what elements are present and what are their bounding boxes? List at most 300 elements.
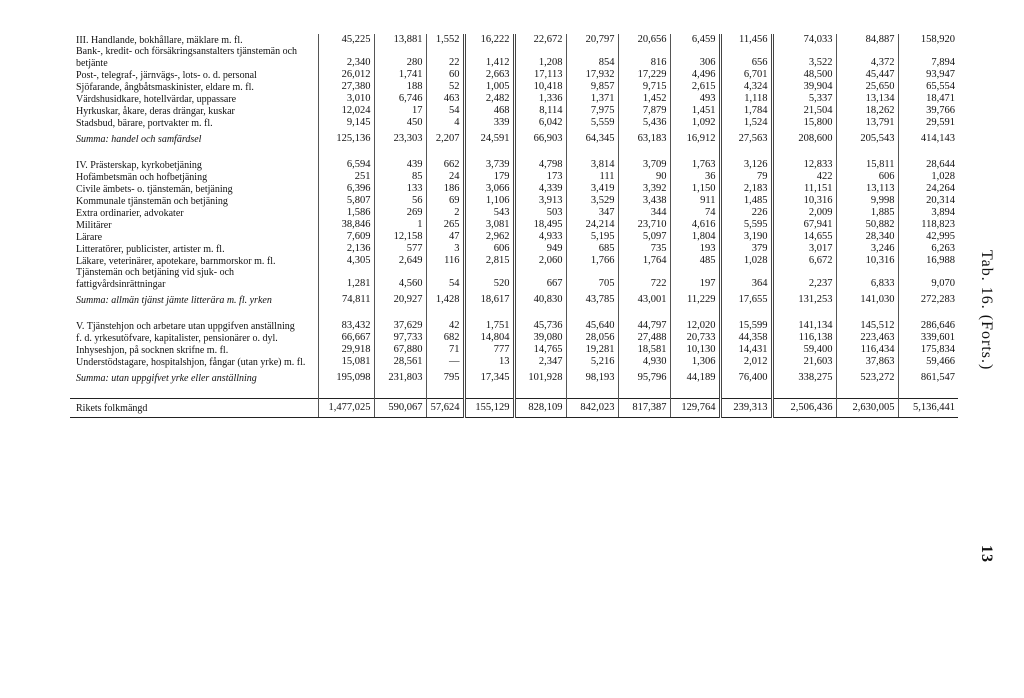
value-cell: 44,358 xyxy=(720,332,772,344)
value-cell: 40,830 xyxy=(514,290,566,310)
value-cell: 18,617 xyxy=(464,290,514,310)
value-cell: 43,001 xyxy=(618,290,670,310)
value-cell: 520 xyxy=(464,267,514,290)
value-cell: 503 xyxy=(514,207,566,219)
value-cell: 5,559 xyxy=(566,117,618,129)
value-cell: 6,263 xyxy=(898,243,958,255)
value-cell: 3,709 xyxy=(618,159,670,171)
value-cell: 22 xyxy=(426,46,464,69)
value-cell: 74,811 xyxy=(318,290,374,310)
value-cell: 439 xyxy=(374,159,426,171)
value-cell: 66,667 xyxy=(318,332,374,344)
value-cell: 14,431 xyxy=(720,344,772,356)
value-cell: 2 xyxy=(426,207,464,219)
value-cell: 158,920 xyxy=(898,34,958,46)
value-cell: 52 xyxy=(426,81,464,93)
value-cell: 39,080 xyxy=(514,332,566,344)
value-cell: 60 xyxy=(426,69,464,81)
value-cell: 76,400 xyxy=(720,368,772,388)
value-cell: 685 xyxy=(566,243,618,255)
value-cell: 1,452 xyxy=(618,93,670,105)
page-number: 13 xyxy=(978,545,995,563)
table-row xyxy=(70,356,958,368)
value-cell: 69 xyxy=(426,195,464,207)
value-cell: 667 xyxy=(514,267,566,290)
value-cell: 57,624 xyxy=(426,399,464,418)
value-cell: 3,913 xyxy=(514,195,566,207)
value-cell: 21,603 xyxy=(772,356,836,368)
statistics-table xyxy=(70,34,958,418)
value-cell: 2,506,436 xyxy=(772,399,836,418)
table-row xyxy=(70,332,958,344)
value-cell: 13,881 xyxy=(374,34,426,46)
value-cell: 5,136,441 xyxy=(898,399,958,418)
summary-row xyxy=(70,290,958,310)
value-cell: 6,701 xyxy=(720,69,772,81)
table-row xyxy=(70,171,958,183)
value-cell: 1,092 xyxy=(670,117,720,129)
row-label: Summa: handel och samfärdsel xyxy=(76,133,202,145)
value-cell: 2,136 xyxy=(318,243,374,255)
value-cell: 3,529 xyxy=(566,195,618,207)
value-cell: 5,216 xyxy=(566,356,618,368)
value-cell: 239,313 xyxy=(720,399,772,418)
value-cell: 24 xyxy=(426,171,464,183)
value-cell: 188 xyxy=(374,81,426,93)
table-row xyxy=(70,243,958,255)
value-cell: 4,616 xyxy=(670,219,720,231)
value-cell: 5,195 xyxy=(566,231,618,243)
value-cell: 4,324 xyxy=(720,81,772,93)
value-cell: 45,640 xyxy=(566,320,618,332)
value-cell: 1,524 xyxy=(720,117,772,129)
value-cell: 861,547 xyxy=(898,368,958,388)
value-cell: 828,109 xyxy=(514,399,566,418)
value-cell: 5,436 xyxy=(618,117,670,129)
value-cell: 1,741 xyxy=(374,69,426,81)
value-cell: 6,396 xyxy=(318,183,374,195)
value-cell: 48,500 xyxy=(772,69,836,81)
value-cell: 3,814 xyxy=(566,159,618,171)
value-cell: 20,733 xyxy=(670,332,720,344)
value-cell: 17,229 xyxy=(618,69,670,81)
value-cell: 2,207 xyxy=(426,129,464,149)
value-cell: 18,262 xyxy=(836,105,898,117)
table-row xyxy=(70,117,958,129)
value-cell: 39,766 xyxy=(898,105,958,117)
value-cell: 15,599 xyxy=(720,320,772,332)
table-row xyxy=(70,267,958,290)
value-cell: 39,904 xyxy=(772,81,836,93)
value-cell: 12,020 xyxy=(670,320,720,332)
value-cell: 7,894 xyxy=(898,46,958,69)
value-cell: 735 xyxy=(618,243,670,255)
value-cell: 155,129 xyxy=(464,399,514,418)
row-label: Understödstagare, hospitalshjon, fångar (utan yrke) m. fl. xyxy=(76,356,306,368)
value-cell: 3,010 xyxy=(318,93,374,105)
value-cell: 13,113 xyxy=(836,183,898,195)
side-caption: Tab. 16. (Forts.) xyxy=(978,250,995,371)
value-cell: 18,581 xyxy=(618,344,670,356)
value-cell: 3,419 xyxy=(566,183,618,195)
value-cell: 13,134 xyxy=(836,93,898,105)
value-cell: 9,998 xyxy=(836,195,898,207)
value-cell: 4,930 xyxy=(618,356,670,368)
value-cell: 5,097 xyxy=(618,231,670,243)
value-cell: 339,601 xyxy=(898,332,958,344)
value-cell: 3,066 xyxy=(464,183,514,195)
value-cell: 59,466 xyxy=(898,356,958,368)
table-row xyxy=(70,69,958,81)
value-cell: 54 xyxy=(426,267,464,290)
row-label: Inhyseshjon, på socknen skrifne m. fl. xyxy=(76,344,229,356)
value-cell: 11,456 xyxy=(720,34,772,46)
value-cell: 1,412 xyxy=(464,46,514,69)
value-cell: 28,644 xyxy=(898,159,958,171)
value-cell: 101,928 xyxy=(514,368,566,388)
value-cell: 3,894 xyxy=(898,207,958,219)
value-cell: 463 xyxy=(426,93,464,105)
value-cell: 3,126 xyxy=(720,159,772,171)
value-cell: 15,811 xyxy=(836,159,898,171)
value-cell: 1,885 xyxy=(836,207,898,219)
spacer-row xyxy=(70,388,958,399)
value-cell: 11,229 xyxy=(670,290,720,310)
value-cell: 949 xyxy=(514,243,566,255)
value-cell: 9,145 xyxy=(318,117,374,129)
value-cell: 347 xyxy=(566,207,618,219)
value-cell: 36 xyxy=(670,171,720,183)
value-cell: 468 xyxy=(464,105,514,117)
value-cell: 223,463 xyxy=(836,332,898,344)
value-cell: 24,264 xyxy=(898,183,958,195)
row-label: Militärer xyxy=(76,219,112,231)
value-cell: 1,428 xyxy=(426,290,464,310)
table-row xyxy=(70,93,958,105)
value-cell: 45,447 xyxy=(836,69,898,81)
row-label: Summa: allmän tjänst jämte litterära m. fl. yrken xyxy=(76,294,272,306)
value-cell: 10,316 xyxy=(836,255,898,267)
row-label: IV. Prästerskap, kyrkobetjäning xyxy=(76,159,202,171)
value-cell: 74,033 xyxy=(772,34,836,46)
value-cell: 2,237 xyxy=(772,267,836,290)
value-cell: 186 xyxy=(426,183,464,195)
value-cell: 656 xyxy=(720,46,772,69)
value-cell: 15,081 xyxy=(318,356,374,368)
value-cell: 3,081 xyxy=(464,219,514,231)
value-cell: 20,656 xyxy=(618,34,670,46)
row-label: Litteratörer, publicister, artister m. fl. xyxy=(76,243,225,255)
value-cell: 7,975 xyxy=(566,105,618,117)
value-cell: 339 xyxy=(464,117,514,129)
value-cell: 6,459 xyxy=(670,34,720,46)
value-cell: 85 xyxy=(374,171,426,183)
value-cell: 173 xyxy=(514,171,566,183)
value-cell: 226 xyxy=(720,207,772,219)
value-cell: 42,995 xyxy=(898,231,958,243)
value-cell: 14,765 xyxy=(514,344,566,356)
value-cell: 20,314 xyxy=(898,195,958,207)
value-cell: 44,797 xyxy=(618,320,670,332)
value-cell: 6,833 xyxy=(836,267,898,290)
value-cell: 9,857 xyxy=(566,81,618,93)
value-cell: 2,012 xyxy=(720,356,772,368)
value-cell: 414,143 xyxy=(898,129,958,149)
value-cell: 195,098 xyxy=(318,368,374,388)
value-cell: 1,028 xyxy=(720,255,772,267)
value-cell: 2,815 xyxy=(464,255,514,267)
value-cell: 64,345 xyxy=(566,129,618,149)
value-cell: 1,306 xyxy=(670,356,720,368)
spacer-row xyxy=(70,149,958,159)
row-label: Kommunale tjänstemän och betjäning xyxy=(76,195,228,207)
value-cell: 817,387 xyxy=(618,399,670,418)
value-cell: 379 xyxy=(720,243,772,255)
value-cell: 6,746 xyxy=(374,93,426,105)
value-cell: 523,272 xyxy=(836,368,898,388)
value-cell: 1,552 xyxy=(426,34,464,46)
value-cell: 280 xyxy=(374,46,426,69)
value-cell: 28,561 xyxy=(374,356,426,368)
row-label: Bank-, kredit- och försäkringsanstalters tjänstemän och betjänte xyxy=(76,46,298,69)
row-label: V. Tjänstehjon och arbetare utan uppgifven anställning xyxy=(76,320,295,332)
value-cell: 20,797 xyxy=(566,34,618,46)
value-cell: 231,803 xyxy=(374,368,426,388)
value-cell: 265 xyxy=(426,219,464,231)
value-cell: 1,763 xyxy=(670,159,720,171)
value-cell: 14,804 xyxy=(464,332,514,344)
value-cell: 37,629 xyxy=(374,320,426,332)
value-cell: 854 xyxy=(566,46,618,69)
value-cell: 8,114 xyxy=(514,105,566,117)
value-cell: 1,477,025 xyxy=(318,399,374,418)
value-cell: 65,554 xyxy=(898,81,958,93)
value-cell: 205,543 xyxy=(836,129,898,149)
value-cell: 20,927 xyxy=(374,290,426,310)
value-cell: 118,823 xyxy=(898,219,958,231)
value-cell: 3,392 xyxy=(618,183,670,195)
value-cell: 2,615 xyxy=(670,81,720,93)
value-cell: 1,005 xyxy=(464,81,514,93)
value-cell: 17,345 xyxy=(464,368,514,388)
value-cell: 2,009 xyxy=(772,207,836,219)
value-cell: 4,560 xyxy=(374,267,426,290)
value-cell: 66,903 xyxy=(514,129,566,149)
value-cell: 1,764 xyxy=(618,255,670,267)
value-cell: 9,070 xyxy=(898,267,958,290)
value-cell: 44,189 xyxy=(670,368,720,388)
value-cell: 2,630,005 xyxy=(836,399,898,418)
value-cell: 4,496 xyxy=(670,69,720,81)
value-cell: 17,113 xyxy=(514,69,566,81)
value-cell: 19,281 xyxy=(566,344,618,356)
value-cell: 338,275 xyxy=(772,368,836,388)
value-cell: 23,710 xyxy=(618,219,670,231)
value-cell: 37,863 xyxy=(836,356,898,368)
value-cell: 3 xyxy=(426,243,464,255)
value-cell: 42 xyxy=(426,320,464,332)
table-row xyxy=(70,81,958,93)
value-cell: 29,918 xyxy=(318,344,374,356)
grand-total-row xyxy=(70,399,958,418)
value-cell: 272,283 xyxy=(898,290,958,310)
value-cell: 1,336 xyxy=(514,93,566,105)
table-row xyxy=(70,320,958,332)
value-cell: 50,882 xyxy=(836,219,898,231)
value-cell: 17,655 xyxy=(720,290,772,310)
value-cell: 59,400 xyxy=(772,344,836,356)
value-cell: 29,591 xyxy=(898,117,958,129)
value-cell: 577 xyxy=(374,243,426,255)
row-label: III. Handlande, bokhållare, mäklare m. fl. xyxy=(76,34,243,46)
value-cell: 3,190 xyxy=(720,231,772,243)
value-cell: 3,739 xyxy=(464,159,514,171)
value-cell: 17 xyxy=(374,105,426,117)
table-row xyxy=(70,159,958,171)
value-cell: 17,932 xyxy=(566,69,618,81)
value-cell: 682 xyxy=(426,332,464,344)
value-cell: 3,017 xyxy=(772,243,836,255)
table-row xyxy=(70,195,958,207)
value-cell: 38,846 xyxy=(318,219,374,231)
value-cell: 842,023 xyxy=(566,399,618,418)
value-cell: 705 xyxy=(566,267,618,290)
value-cell: 4,372 xyxy=(836,46,898,69)
value-cell: 97,733 xyxy=(374,332,426,344)
value-cell: 606 xyxy=(836,171,898,183)
value-cell: 16,222 xyxy=(464,34,514,46)
value-cell: 5,337 xyxy=(772,93,836,105)
value-cell: 45,225 xyxy=(318,34,374,46)
row-label: Stadsbud, bärare, portvakter m. fl. xyxy=(76,117,213,129)
value-cell: 28,056 xyxy=(566,332,618,344)
value-cell: 133 xyxy=(374,183,426,195)
value-cell: 129,764 xyxy=(670,399,720,418)
value-cell: 95,796 xyxy=(618,368,670,388)
row-label: Civile ämbets- o. tjänstemän, betjäning xyxy=(76,183,233,195)
value-cell: 493 xyxy=(670,93,720,105)
value-cell: 6,042 xyxy=(514,117,566,129)
value-cell: 6,672 xyxy=(772,255,836,267)
value-cell: 1,485 xyxy=(720,195,772,207)
value-cell: 590,067 xyxy=(374,399,426,418)
table-row xyxy=(70,231,958,243)
value-cell: 286,646 xyxy=(898,320,958,332)
value-cell: 175,834 xyxy=(898,344,958,356)
value-cell: 13,791 xyxy=(836,117,898,129)
value-cell: 1,751 xyxy=(464,320,514,332)
value-cell: 74 xyxy=(670,207,720,219)
row-label: Hyrkuskar, åkare, deras drängar, kuskar xyxy=(76,105,235,117)
value-cell: 4,933 xyxy=(514,231,566,243)
row-label: Värdshusidkare, hotellvärdar, uppassare xyxy=(76,93,237,105)
value-cell: 2,347 xyxy=(514,356,566,368)
value-cell: 14,655 xyxy=(772,231,836,243)
value-cell: 816 xyxy=(618,46,670,69)
value-cell: 543 xyxy=(464,207,514,219)
value-cell: 24,214 xyxy=(566,219,618,231)
value-cell: 911 xyxy=(670,195,720,207)
value-cell: 27,563 xyxy=(720,129,772,149)
value-cell: 450 xyxy=(374,117,426,129)
value-cell: 251 xyxy=(318,171,374,183)
value-cell: 26,012 xyxy=(318,69,374,81)
value-cell: 9,715 xyxy=(618,81,670,93)
value-cell: 90 xyxy=(618,171,670,183)
value-cell: 12,833 xyxy=(772,159,836,171)
value-cell: 662 xyxy=(426,159,464,171)
value-cell: 2,340 xyxy=(318,46,374,69)
value-cell: 43,785 xyxy=(566,290,618,310)
value-cell: 84,887 xyxy=(836,34,898,46)
value-cell: 364 xyxy=(720,267,772,290)
value-cell: 269 xyxy=(374,207,426,219)
value-cell: 1,106 xyxy=(464,195,514,207)
value-cell: 5,807 xyxy=(318,195,374,207)
value-cell: 22,672 xyxy=(514,34,566,46)
value-cell: 63,183 xyxy=(618,129,670,149)
value-cell: 193 xyxy=(670,243,720,255)
row-label: Läkare, veterinärer, apotekare, barnmorskor m. fl. xyxy=(76,255,276,267)
value-cell: 6,594 xyxy=(318,159,374,171)
value-cell: 1,804 xyxy=(670,231,720,243)
value-cell: 116,434 xyxy=(836,344,898,356)
value-cell: 1,028 xyxy=(898,171,958,183)
value-cell: 1,371 xyxy=(566,93,618,105)
value-cell: 23,303 xyxy=(374,129,426,149)
value-cell: 10,130 xyxy=(670,344,720,356)
table-row xyxy=(70,344,958,356)
row-label: Lärare xyxy=(76,231,103,243)
value-cell: 141,030 xyxy=(836,290,898,310)
value-cell: 116 xyxy=(426,255,464,267)
summary-row xyxy=(70,368,958,388)
value-cell: 344 xyxy=(618,207,670,219)
table-row xyxy=(70,255,958,267)
value-cell: 1,766 xyxy=(566,255,618,267)
value-cell: 1,784 xyxy=(720,105,772,117)
value-cell: 795 xyxy=(426,368,464,388)
value-cell: 11,151 xyxy=(772,183,836,195)
value-cell: 606 xyxy=(464,243,514,255)
value-cell: — xyxy=(426,356,464,368)
value-cell: 56 xyxy=(374,195,426,207)
value-cell: 1 xyxy=(374,219,426,231)
row-label: Rikets folkmängd xyxy=(70,399,318,418)
value-cell: 2,482 xyxy=(464,93,514,105)
value-cell: 25,650 xyxy=(836,81,898,93)
table-row xyxy=(70,46,958,69)
value-cell: 3,438 xyxy=(618,195,670,207)
value-cell: 2,649 xyxy=(374,255,426,267)
value-cell: 3,522 xyxy=(772,46,836,69)
value-cell: 125,136 xyxy=(318,129,374,149)
value-cell: 4,798 xyxy=(514,159,566,171)
value-cell: 4,305 xyxy=(318,255,374,267)
value-cell: 422 xyxy=(772,171,836,183)
value-cell: 7,609 xyxy=(318,231,374,243)
row-label: Summa: utan uppgifvet yrke eller anställning xyxy=(76,372,257,384)
value-cell: 2,060 xyxy=(514,255,566,267)
value-cell: 18,495 xyxy=(514,219,566,231)
value-cell: 131,253 xyxy=(772,290,836,310)
table-body xyxy=(70,34,958,418)
value-cell: 10,316 xyxy=(772,195,836,207)
row-label: Post-, telegraf-, järnvägs-, lots- o. d. personal xyxy=(76,69,257,81)
table-row xyxy=(70,219,958,231)
value-cell: 27,488 xyxy=(618,332,670,344)
table-row xyxy=(70,105,958,117)
